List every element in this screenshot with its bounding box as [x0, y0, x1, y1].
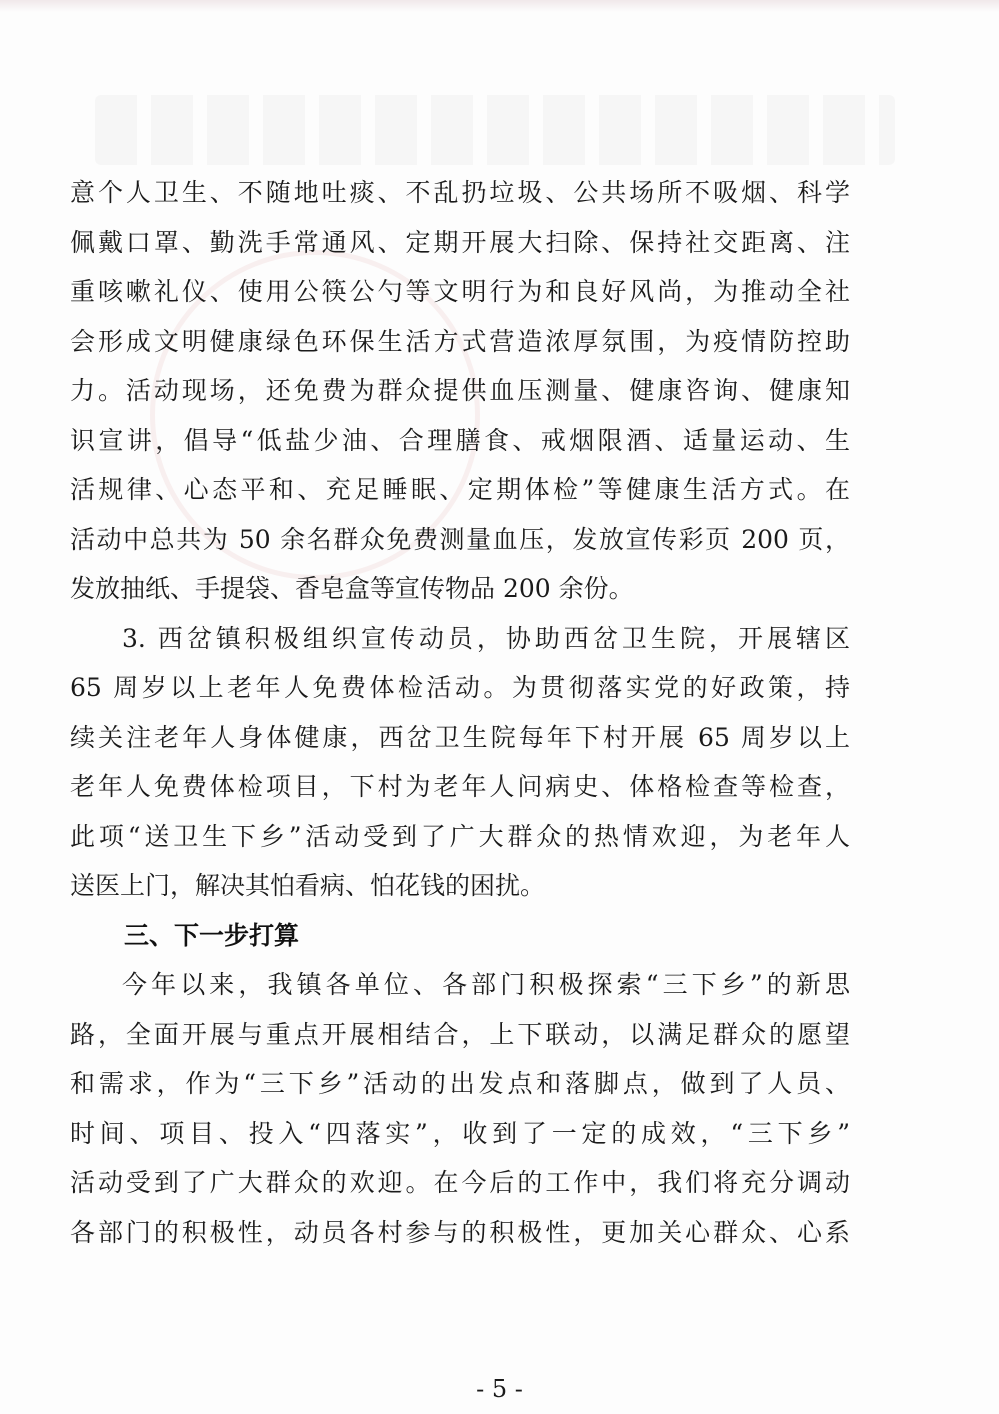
paragraph-2-line: 送医上门，解决其怕看病、怕花钱的困扰。	[70, 871, 546, 900]
page-top-edge	[0, 0, 999, 12]
paragraph-3-line: 路，全面开展与重点开展相结合，上下联动，以满足群众的愿望	[70, 1019, 850, 1049]
body-text	[70, 168, 850, 1257]
paragraph-1-line: 识宣讲，倡导“低盐少油、合理膳食、戒烟限酒、适量运动、生	[70, 425, 850, 455]
paragraph-1-line: 力。活动现场，还免费为群众提供血压测量、健康咨询、健康知	[70, 376, 850, 405]
paragraph-3-line: 各部门的积极性，动员各村参与的积极性，更加关心群众、心系	[70, 1217, 850, 1247]
paragraph-3-line: 和需求，作为“三下乡”活动的出发点和落脚点，做到了人员、	[70, 1069, 850, 1098]
paragraph-1-line: 活动中总共为 50 余名群众免费测量血压，发放宣传彩页 200 页，	[70, 524, 850, 554]
bleed-through-shadow	[95, 95, 895, 165]
paragraph-2-line: 老年人免费体检项目，下村为老年人问病史、体格检查等检查，	[70, 772, 850, 801]
section-heading: 三、下一步打算	[124, 920, 300, 950]
paragraph-2-line: 3. 西岔镇积极组织宣传动员，协助西岔卫生院，开展辖区	[122, 623, 850, 653]
paragraph-1-line: 会形成文明健康绿色环保生活方式营造浓厚氛围，为疫情防控助	[70, 326, 850, 356]
paragraph-1-line: 意个人卫生、不随地吐痰、不乱扔垃圾、公共场所不吸烟、科学	[70, 178, 850, 207]
page-number: - 5 -	[476, 1375, 523, 1403]
paragraph-3-line: 时间、项目、投入“四落实”，收到了一定的成效，“三下乡”	[70, 1118, 850, 1148]
paragraph-1-line: 重咳嗽礼仪、使用公筷公勺等文明行为和良好风尚，为推动全社	[70, 277, 850, 306]
paragraph-2-line: 此项“送卫生下乡”活动受到了广大群众的热情欢迎，为老年人	[70, 821, 850, 851]
paragraph-3-line: 今年以来，我镇各单位、各部门积极探索“三下乡”的新思	[122, 970, 850, 999]
paragraph-1-line: 活规律、心态平和、充足睡眠、定期体检”等健康生活方式。在	[70, 475, 850, 504]
paragraph-2-line: 65 周岁以上老年人免费体检活动。为贯彻落实党的好政策，持	[70, 673, 850, 702]
paragraph-1-line: 佩戴口罩、勤洗手常通风、定期开展大扫除、保持社交距离、注	[70, 227, 850, 257]
paragraph-1-line: 发放抽纸、手提袋、香皂盒等宣传物品 200 余份。	[70, 574, 634, 603]
paragraph-2-line: 续关注老年人身体健康，西岔卫生院每年下村开展 65 周岁以上	[70, 722, 850, 752]
paragraph-3-line: 活动受到了广大群众的欢迎。在今后的工作中，我们将充分调动	[70, 1168, 850, 1197]
